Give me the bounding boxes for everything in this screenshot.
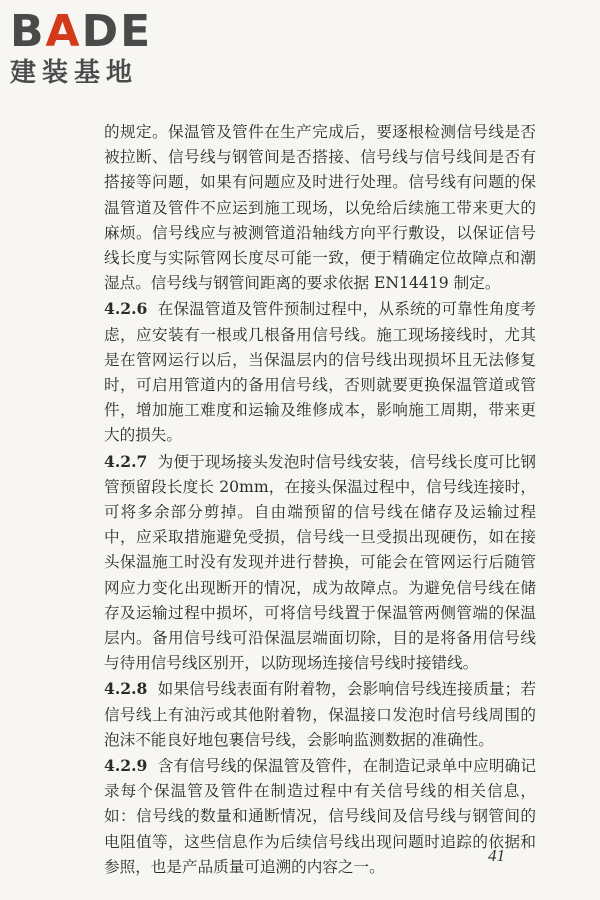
clause-text: 为便于现场接头发泡时信号线安装，信号线长度可比钢管预留段长度长 20mm，在接头保温过程中，信号线连接时，可将多余部分剪掉。自由端预留的信号线在储存及运输过程中，应采取措施避免受损，信号线一旦受损出现硬伤，如在接头保温施工时没有发现并进行替换，可能会在管网运行后随管网应力变化出现断开的情况，成为故障点。为避免信号线在储存及运输过程中损坏，可将信号线置于保温管两侧管端的保温层内。备用信号线可沿保温层端面切除，目的是将备用信号线与待用信号线区别开，以防现场连接信号线时接错线。 [104, 452, 536, 673]
logo-letter-a-accent: A [45, 6, 82, 57]
clause-number: 4.2.8 [104, 679, 148, 699]
clause-number: 4.2.6 [104, 299, 148, 319]
page-number: 41 [488, 846, 505, 865]
logo-letters-de: DE [81, 6, 153, 57]
document-body [104, 120, 536, 880]
clause-4-2-8 [104, 676, 536, 753]
clause-text: 如果信号线表面有附着物，会影响信号线连接质量；若信号线上有油污或其他附着物，保温接口发泡时信号线周围的泡沫不能良好地包裹信号线，会影响监测数据的准确性。 [104, 680, 536, 749]
logo-letter-b: B [10, 6, 46, 57]
clause-number: 4.2.7 [104, 451, 148, 471]
clause-text: 在保温管道及管件预制过程中，从系统的可靠性角度考虑，应安装有一根或几根备用信号线。施工现场接线时，尤其是在管网运行以后，当保温层内的信号线出现损坏且无法修复时，可启用管道内的备用信号线，否则就要更换保温管道或管件，增加施工难度和运输及维修成本，影响施工周期，带来更大的损失。 [104, 300, 536, 445]
paragraph-continuation [104, 120, 536, 296]
paragraph-text: 的规定。保温管及管件在生产完成后，要逐根检测信号线是否被拉断、信号线与钢管间是否搭接、信号线与信号线间是否有搭接等问题，如果有问题应及时进行处理。信号线有问题的保温管道及管件不应运到施工现场，以免给后续施工带来更大的麻烦。信号线应与被测管道沿轴线方向平行敷设，以保证信号线长度与实际管网长度尽可能一致，便于精确定位故障点和潮湿点。信号线与钢管间距离的要求依据 EN14419 制定。 [104, 123, 536, 293]
clause-4-2-9 [104, 753, 536, 880]
clause-4-2-7 [104, 449, 536, 677]
logo-subtitle: 建装基地 [10, 58, 139, 88]
logo-wordmark [10, 8, 180, 56]
clause-4-2-6 [104, 296, 536, 448]
clause-text: 含有信号线的保温管及管件，在制造记录单中应明确记录每个保温管及管件在制造过程中有关信号线的相关信息，如：信号线的数量和通断情况，信号线间及信号线与钢管间的电阻值等，这些信息作为后续信号线出现问题时追踪的依据和参照，也是产品质量可追溯的内容之一。 [104, 757, 536, 876]
bade-logo [10, 8, 180, 90]
clause-number: 4.2.9 [104, 756, 148, 776]
